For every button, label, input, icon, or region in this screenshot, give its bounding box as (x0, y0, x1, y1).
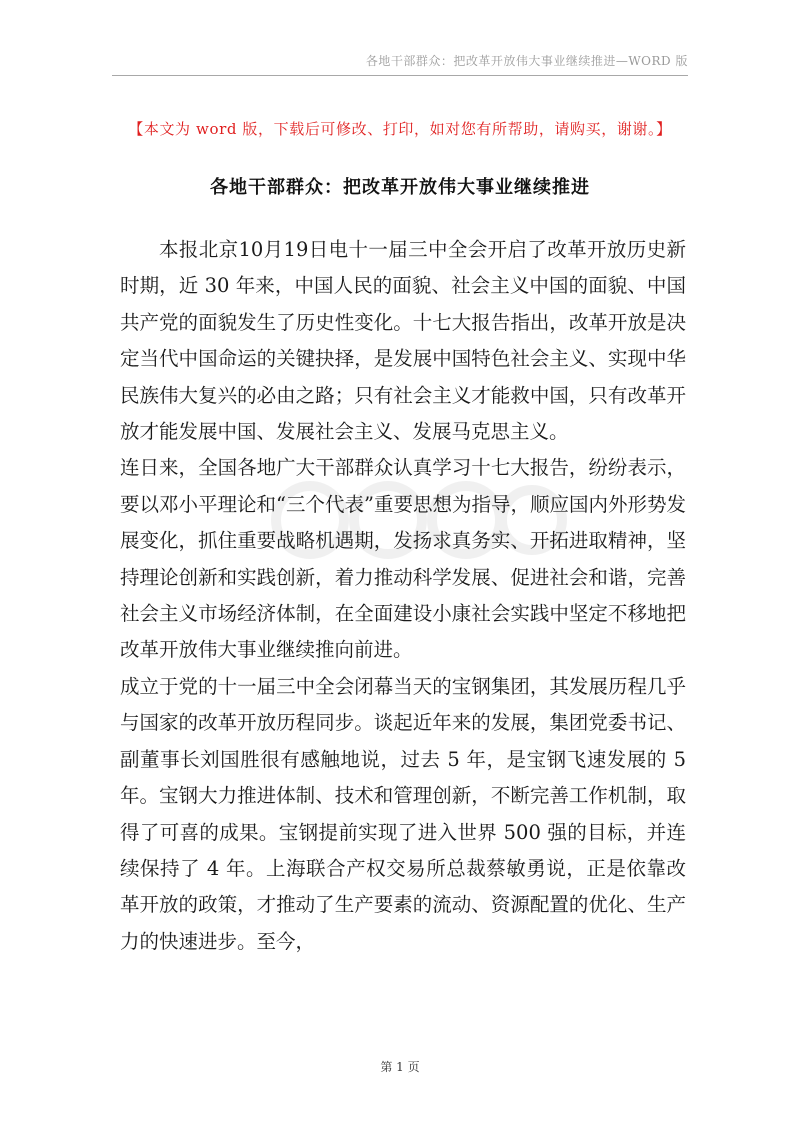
document-title: 各地干部群众：把改革开放伟大事业继续推进 (210, 177, 590, 198)
page-number: 第 1 页 (380, 1060, 420, 1074)
paragraph-1: 本报北京10月19日电十一届三中全会开启了改革开放历史新时期，近 30 年来，中国人民的面貌、社会主义中国的面貌、中国共产党的面貌发生了历史性变化。十七大报告指出，改革开放是决定当代中国命运的关键抉择，是发展中国特色社会主义、实现中华民族伟大复兴的必由之路；只有社会主义才能救中国，只有改革开放才能发展中国、发展社会主义、发展马克思主义。 (120, 238, 686, 444)
download-notice: 【本文为 word 版，下载后可修改、打印，如对您有所帮助，请购买，谢谢。】 (128, 120, 672, 138)
running-header: 各地干部群众：把改革开放伟大事业继续推进—WORD 版 (365, 54, 688, 68)
header-divider (112, 75, 688, 76)
paragraph-2: 连日来，全国各地广大干部群众认真学习十七大报告，纷纷表示，要以邓小平理论和“三个代表”重要思想为指导，顺应国内外形势发展变化，抓住重要战略机遇期，发扬求真务实、开拓进取精神，坚持理论创新和实践创新，着力推动科学发展、促进社会和谐，完善社会主义市场经济体制，在全面建设小康社会实践中坚定不移地把改革开放伟大事业继续推向前进。 (120, 456, 686, 662)
paragraph-3: 成立于党的十一届三中全会闭幕当天的宝钢集团，其发展历程几乎与国家的改革开放历程同步。谈起近年来的发展，集团党委书记、副董事长刘国胜很有感触地说，过去 5 年，是宝钢飞速发展的 5 年。宝钢大力推进体制、技术和管理创新，不断完善工作机制，取得了可喜的成果。宝钢提前实现了进入世界 500 强的目标，并连续保持了 4 年。上海联合产权交易所总裁蔡敏勇说，正是依靠改革开放的政策，才推动了生产要素的流动、资源配置的优化、生产力的快速进步。至今， (120, 674, 686, 953)
article-body (120, 232, 686, 960)
